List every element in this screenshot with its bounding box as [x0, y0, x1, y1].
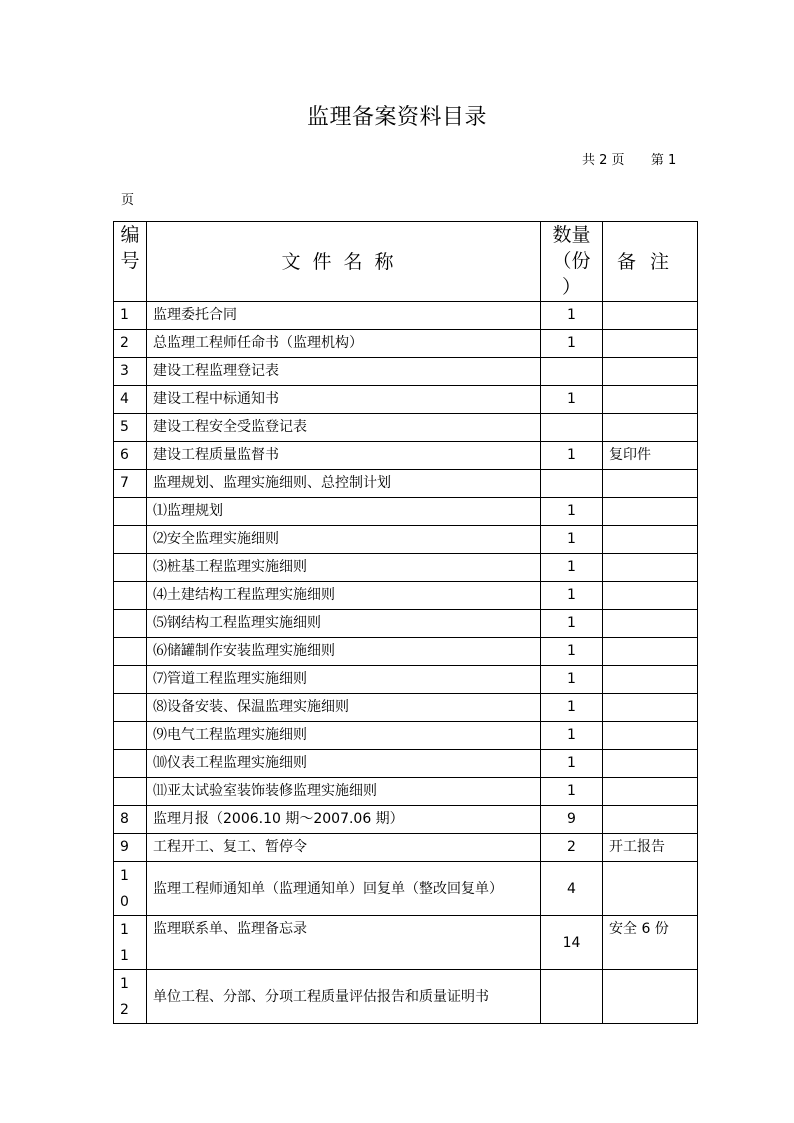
table-row: [114, 834, 698, 862]
table-row: [114, 386, 698, 414]
row-name: 工程开工、复工、暂停令: [147, 834, 541, 862]
row-note: [603, 638, 698, 666]
table-row: [114, 694, 698, 722]
row-no: 6: [114, 442, 147, 470]
header-name: 文件名称: [147, 222, 541, 302]
table-row: [114, 526, 698, 554]
table-row: [114, 778, 698, 806]
page-total: 共 2 页: [582, 153, 625, 168]
row-name: 监理联系单、监理备忘录: [147, 916, 541, 970]
row-qty: 1: [541, 666, 603, 694]
row-note: [603, 414, 698, 442]
row-qty: [541, 414, 603, 442]
row-qty: 9: [541, 806, 603, 834]
row-note: [603, 610, 698, 638]
row-name: 建设工程中标通知书: [147, 386, 541, 414]
row-name: ⑵安全监理实施细则: [147, 526, 541, 554]
table-row: [114, 750, 698, 778]
row-no: 3: [114, 358, 147, 386]
table-row: [114, 806, 698, 834]
row-note: [603, 722, 698, 750]
row-name: 监理月报（2006.10 期～2007.06 期）: [147, 806, 541, 834]
row-note: [603, 470, 698, 498]
table-row: [114, 470, 698, 498]
table-row: [114, 582, 698, 610]
row-no: [114, 778, 147, 806]
row-qty: [541, 358, 603, 386]
row-no: 1: [114, 302, 147, 330]
row-name: 建设工程安全受监登记表: [147, 414, 541, 442]
row-qty: 1: [541, 526, 603, 554]
row-note: [603, 750, 698, 778]
row-qty: 1: [541, 722, 603, 750]
row-name: ⑾亚太试验室装饰装修监理实施细则: [147, 778, 541, 806]
row-note: [603, 778, 698, 806]
catalog-table: [113, 221, 698, 1024]
row-note: [603, 330, 698, 358]
row-no: 1 1: [114, 916, 147, 970]
row-name: 总监理工程师任命书（监理机构）: [147, 330, 541, 358]
row-qty: 2: [541, 834, 603, 862]
row-name: ⑶桩基工程监理实施细则: [147, 554, 541, 582]
row-qty: 1: [541, 750, 603, 778]
row-qty: 1: [541, 498, 603, 526]
row-name: ⑹储罐制作安装监理实施细则: [147, 638, 541, 666]
row-qty: 1: [541, 386, 603, 414]
table-row: [114, 722, 698, 750]
header-no: 编 号: [114, 222, 147, 302]
row-no: [114, 582, 147, 610]
row-no: 4: [114, 386, 147, 414]
row-note: [603, 666, 698, 694]
row-qty: 1: [541, 442, 603, 470]
row-qty: 1: [541, 638, 603, 666]
row-note: [603, 970, 698, 1024]
row-note: [603, 358, 698, 386]
row-note: [603, 302, 698, 330]
row-no: [114, 610, 147, 638]
row-note: [603, 582, 698, 610]
row-no: [114, 638, 147, 666]
document-title: 监理备案资料目录: [306, 105, 487, 130]
row-qty: 1: [541, 302, 603, 330]
row-qty: 1: [541, 554, 603, 582]
table-header-row: [114, 222, 698, 302]
row-qty: 1: [541, 582, 603, 610]
row-no: 2: [114, 330, 147, 358]
row-qty: [541, 470, 603, 498]
row-note: [603, 386, 698, 414]
table-row: [114, 498, 698, 526]
row-note: [603, 694, 698, 722]
row-name: ⑺管道工程监理实施细则: [147, 666, 541, 694]
row-note: [603, 554, 698, 582]
row-note: [603, 806, 698, 834]
table-row: [114, 330, 698, 358]
row-name: ⑻设备安装、保温监理实施细则: [147, 694, 541, 722]
table-row: [114, 442, 698, 470]
table-row: [114, 666, 698, 694]
page-current-suffix: 页: [121, 193, 135, 208]
row-no: [114, 722, 147, 750]
row-no: [114, 554, 147, 582]
row-name: ⑷土建结构工程监理实施细则: [147, 582, 541, 610]
row-no: 7: [114, 470, 147, 498]
table-row: [114, 862, 698, 916]
row-no: 8: [114, 806, 147, 834]
table-row: [114, 916, 698, 970]
row-qty: [541, 970, 603, 1024]
row-name: 单位工程、分部、分项工程质量评估报告和质量证明书: [147, 970, 541, 1024]
row-qty: 1: [541, 330, 603, 358]
row-no: 1 2: [114, 970, 147, 1024]
table-row: [114, 302, 698, 330]
row-qty: 4: [541, 862, 603, 916]
row-no: [114, 666, 147, 694]
row-name: ⑽仪表工程监理实施细则: [147, 750, 541, 778]
row-name: ⑴监理规划: [147, 498, 541, 526]
row-qty: 1: [541, 610, 603, 638]
row-no: 5: [114, 414, 147, 442]
row-name: ⑼电气工程监理实施细则: [147, 722, 541, 750]
table-row: [114, 554, 698, 582]
row-note: [603, 862, 698, 916]
row-qty: 1: [541, 778, 603, 806]
page-current: 第 1: [650, 153, 677, 168]
table-row: [114, 414, 698, 442]
row-name: 监理规划、监理实施细则、总控制计划: [147, 470, 541, 498]
row-qty: 14: [541, 916, 603, 970]
table-row: [114, 970, 698, 1024]
row-name: 监理委托合同: [147, 302, 541, 330]
row-name: 建设工程质量监督书: [147, 442, 541, 470]
row-note: [603, 526, 698, 554]
table-row: [114, 610, 698, 638]
row-no: 1 0: [114, 862, 147, 916]
row-no: [114, 498, 147, 526]
page-info: [582, 149, 676, 168]
row-name: ⑸钢结构工程监理实施细则: [147, 610, 541, 638]
row-note: 安全 6 份: [603, 916, 698, 970]
row-name: 监理工程师通知单（监理通知单）回复单（整改回复单）: [147, 862, 541, 916]
row-name: 建设工程监理登记表: [147, 358, 541, 386]
row-note: 复印件: [603, 442, 698, 470]
row-no: 9: [114, 834, 147, 862]
row-no: [114, 750, 147, 778]
row-no: [114, 526, 147, 554]
row-no: [114, 694, 147, 722]
header-note: 备注: [603, 222, 698, 302]
row-note: 开工报告: [603, 834, 698, 862]
table-row: [114, 638, 698, 666]
row-qty: 1: [541, 694, 603, 722]
row-note: [603, 498, 698, 526]
header-qty: 数量 （份 ）: [541, 222, 603, 302]
table-row: [114, 358, 698, 386]
